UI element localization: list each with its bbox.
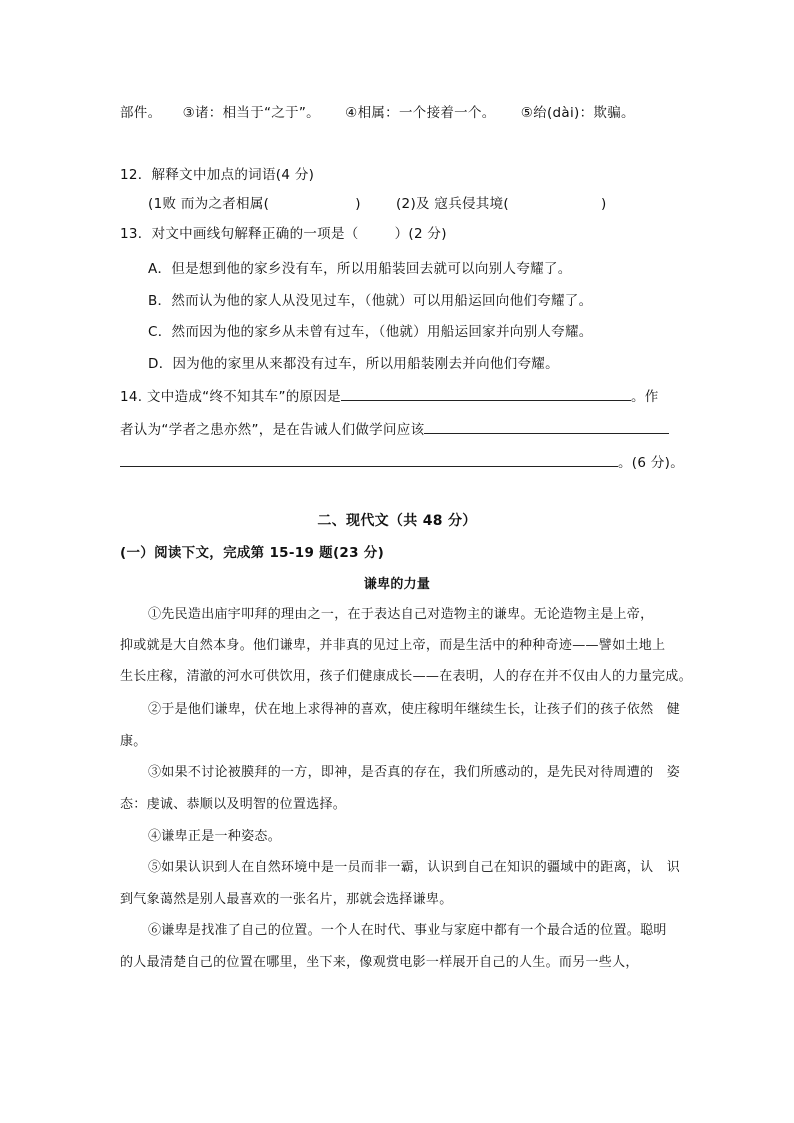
q14-answer-blank-3[interactable] [120,452,618,467]
q13-option-c: C．然而因为他的家乡从未曾有过车，（他就）用船运回家并向别人夸耀。 [148,324,593,340]
q13-title-text: 13．对文中画线句解释正确的一项是（ [120,226,359,242]
q14-answer-blank-1[interactable] [341,386,631,401]
footnote-line [120,104,635,122]
q12-item2-suffix: ) [600,196,607,212]
article-p1-line3: 生长庄稼，清澈的河水可供饮用，孩子们健康成长——在表明，人的存在并不仅由人的力量完成。 [120,669,692,684]
section-2-title: 二、现代文（共 48 分） [317,513,477,529]
q12-item1-prefix: (1败 而为之者相属( [148,196,270,212]
question-14-line3 [120,452,684,472]
article-p6-line1: ⑥谦卑是找准了自己的位置。一个人在时代、事业与家庭中都有一个最合适的位置。聪明 [148,923,667,938]
question-12-items [148,195,607,213]
article-p2-line1: ②于是他们谦卑，伏在地上求得神的喜欢，使庄稼明年继续生长，让孩子们的孩子依然 健 [148,702,681,717]
question-12-title: 12．解释文中加点的词语(4 分) [120,167,315,183]
question-13-title [120,225,447,243]
q14-answer-blank-2[interactable] [424,419,669,434]
q14-line3-suffix: 。(6 分)。 [618,455,685,471]
q14-line1-suffix: 。作 [630,389,659,405]
question-14-line2 [120,419,669,439]
article-p5-line2: 到气象蔼然是别人最喜欢的一张名片，那就会选择谦卑。 [120,892,453,907]
footnote-part-c: ④相属：一个接着一个。 [345,105,496,121]
article-p5-line1: ⑤如果认识到人在自然环境中是一员而非一霸，认识到自己在知识的疆域中的距离，认 识 [148,860,681,875]
q12-item2-prefix: (2)及 寇兵侵其境( [395,196,509,212]
article-p2-line2: 康。 [120,734,147,749]
article-p1-line1: ①先民造出庙宇叩拜的理由之一，在于表达自己对造物主的谦卑。无论造物主是上帝， [148,607,654,622]
section-2-subheading: (一）阅读下文，完成第 15-19 题(23 分) [120,545,385,561]
article-title: 谦卑的力量 [363,577,431,592]
q13-title-suffix: ）(2 分) [394,226,447,242]
q13-option-a: A．但是想到他的家乡没有车，所以用船装回去就可以向别人夸耀了。 [148,261,572,277]
q14-line1-text: 14. 文中造成“终不知其车”的原因是 [120,389,341,405]
q13-option-b: B．然而认为他的家人从没见过车，（他就）可以用船运回向他们夸耀了。 [148,293,593,309]
q12-item1-suffix: ) [355,196,361,212]
article-p6-line2: 的人最清楚自己的位置在哪里，坐下来，像观赏电影一样展开自己的人生。而另一些人， [120,955,639,970]
footnote-part-d: ⑤绐(dài)：欺骗。 [520,105,635,121]
q14-line2-text: 者认为“学者之患亦然”，是在告诫人们做学问应该 [120,422,425,438]
footnote-part-a: 部件。 [120,105,162,121]
article-p3-line1: ③如果不讨论被膜拜的一方，即神，是否真的存在，我们所感动的，是先民对待周遭的 姿 [148,765,681,780]
q13-option-d: D．因为他的家里从来都没有过车，所以用船装刚去并向他们夸耀。 [148,356,559,372]
question-14-line1 [120,386,659,406]
article-p4: ④谦卑正是一种姿态。 [148,829,282,844]
footnote-part-b: ③诸：相当于“之于”。 [182,105,320,121]
article-p1-line2: 抑或就是大自然本身。他们谦卑，并非真的见过上帝，而是生活中的种种奇迹——譬如土地上 [120,638,666,653]
article-p3-line2: 态：虔诚、恭顺以及明智的位置选择。 [120,797,347,812]
